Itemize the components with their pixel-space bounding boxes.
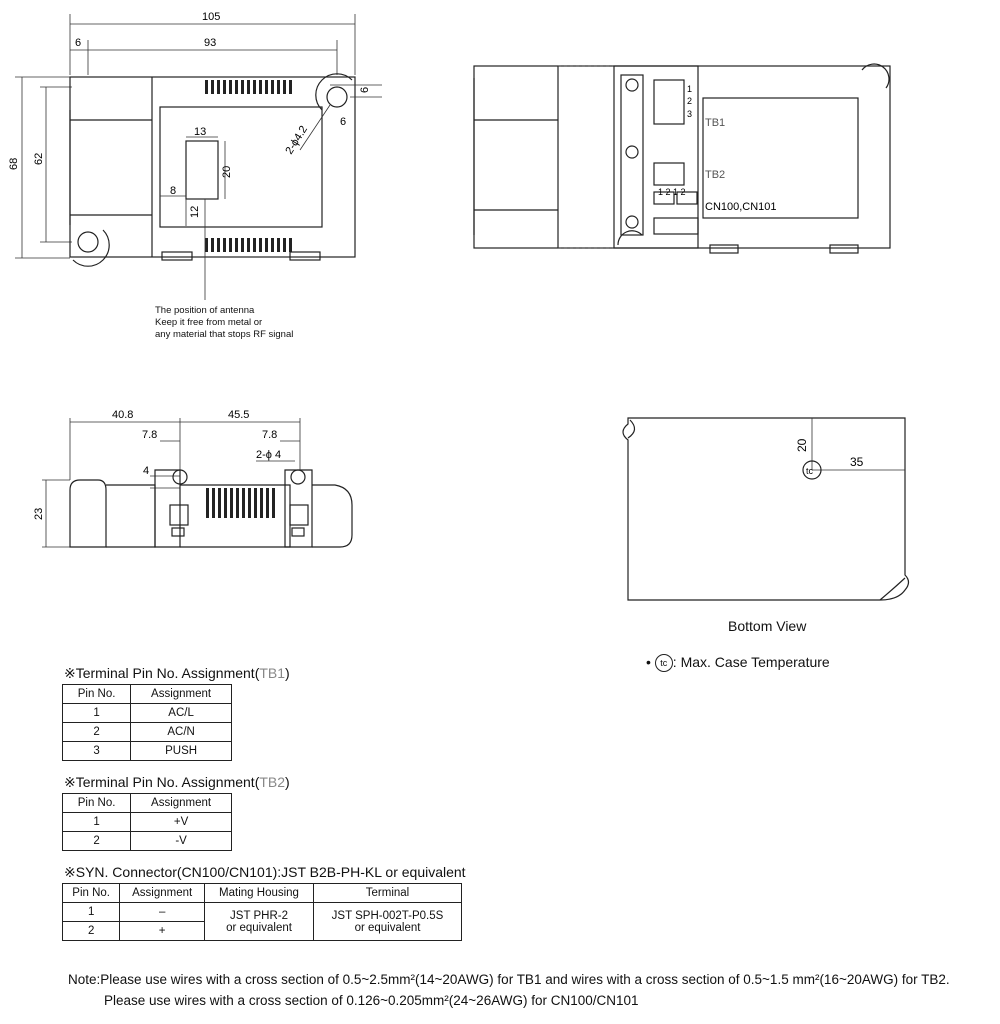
table-header: Assignment [120,884,205,903]
side-view [33,409,352,547]
dim-ant-w: 13 [194,126,207,138]
table-header: Mating Housing [205,884,314,903]
tc-legend-text: : Max. Case Temperature [672,654,830,670]
table-cell: 1 [63,704,131,723]
dim-inner-height: 62 [33,152,45,165]
vent-bottom [205,238,292,252]
table-cell: 1 [63,813,131,832]
tb1-heading-tag: TB1 [259,665,286,681]
syn-table [62,883,462,941]
bullet-icon: • [646,654,655,670]
table-cell: 2 [63,723,131,742]
note-line-2: Please use wires with a cross section of 0.126~0.205mm²(24~26AWG) for CN100/CN101 [104,993,639,1008]
tc-circle-icon: tc [655,654,673,672]
mount-hole-icon [78,232,98,252]
dim-hole-dia: 2-ϕ4.2 [283,123,311,157]
antenna-note-line: any material that stops RF signal [155,329,294,340]
dim-tab-right: 7.8 [262,429,278,441]
table-row [63,813,232,832]
table-cell: AC/N [131,723,232,742]
bottom-view-drawing [623,418,909,600]
tb1-heading [64,665,290,682]
table-cell: 2 [63,922,120,941]
dim-hole-edge: 6 [340,116,347,128]
dim-tab-h: 4 [143,465,150,477]
housing-line: or equivalent [226,921,292,934]
module-view [474,64,890,253]
antenna-note-line: Keep it free from metal or [155,317,263,328]
tb2-table [62,793,232,851]
side-hole-icon [291,470,305,484]
mount-hole-icon [327,87,347,107]
tb2-heading [64,774,290,791]
tb1-heading-suffix: ) [285,665,290,681]
table-row [63,742,232,761]
antenna-note-line: The position of antenna [155,305,255,316]
housing-line: JST PHR-2 [230,909,288,922]
tc-point-symbol: tc [806,466,814,476]
terminal-line: JST SPH-002T-P0.5S [331,909,444,922]
table-cell: – [120,903,205,922]
tb1-terminal [654,80,684,124]
tb2-heading-tag: TB2 [259,774,286,790]
table-row [63,903,462,922]
table-header: Pin No. [63,794,131,813]
table-header: Pin No. [63,884,120,903]
dim-ant-h: 20 [221,165,233,178]
tb1-heading-prefix: ※Terminal Pin No. Assignment( [64,665,260,681]
dim-right-len: 45.5 [228,409,250,421]
table-cell: PUSH [131,742,232,761]
table-row [63,704,232,723]
tb1-table [62,684,232,761]
label-cn: CN100,CN101 [705,201,777,213]
dim-ant-y: 12 [189,205,201,218]
terminal-line: or equivalent [354,921,421,934]
tb1-pin-1: 1 [687,84,693,94]
tb1-pin-3: 3 [687,109,693,119]
table-cell: + [120,922,205,941]
table-cell: 3 [63,742,131,761]
table-header: Pin No. [63,685,131,704]
dim-overall-width: 105 [202,11,221,23]
bottom-view-caption: Bottom View [728,618,807,634]
dim-side-hole: 2-ϕ 4 [256,449,282,461]
dim-left-len: 40.8 [112,409,134,421]
dim-tc-y: 20 [795,438,809,452]
table-cell: 2 [63,832,131,851]
antenna-area [186,141,218,199]
dim-hole-offset: 6 [359,86,371,93]
top-view [8,11,382,300]
label-tb2: TB2 [705,169,726,181]
label-tb1: TB1 [705,117,726,129]
tb2-heading-suffix: ) [285,774,290,790]
tb1-pin-2: 2 [687,96,693,106]
tc-legend [646,654,830,672]
dim-ant-x: 8 [170,185,177,197]
vent-top [205,80,292,94]
tb2-terminal [654,163,684,185]
table-row [63,832,232,851]
table-header: Terminal [314,884,462,903]
dip-switch [654,218,698,234]
table-cell-terminal [314,903,462,941]
table-cell: +V [131,813,232,832]
table-row [63,723,232,742]
table-cell: AC/L [131,704,232,723]
dim-tc-x: 35 [850,455,864,469]
tb2-heading-prefix: ※Terminal Pin No. Assignment( [64,774,260,790]
dim-side-height: 23 [33,507,45,520]
table-cell: -V [131,832,232,851]
note-line-1: Note:Please use wires with a cross section of 0.5~2.5mm²(14~20AWG) for TB1 and wires with a cross section of 0.5~1.5 mm²(16~20AWG) for TB2. [68,972,950,987]
table-header: Assignment [131,794,232,813]
dim-tab-left: 7.8 [142,429,158,441]
dim-height: 68 [8,157,20,170]
dim-inner-width: 93 [204,37,217,49]
table-header: Assignment [131,685,232,704]
table-cell-housing [205,903,314,941]
tb2-pin-numbers: 1 2 1 2 [658,187,686,197]
dim-left-offset: 6 [75,37,82,49]
antenna-note [155,305,293,341]
table-cell: 1 [63,903,120,922]
side-vent [206,488,275,518]
syn-heading: ※SYN. Connector(CN100/CN101):JST B2B-PH-KL or equivalent [64,864,466,880]
